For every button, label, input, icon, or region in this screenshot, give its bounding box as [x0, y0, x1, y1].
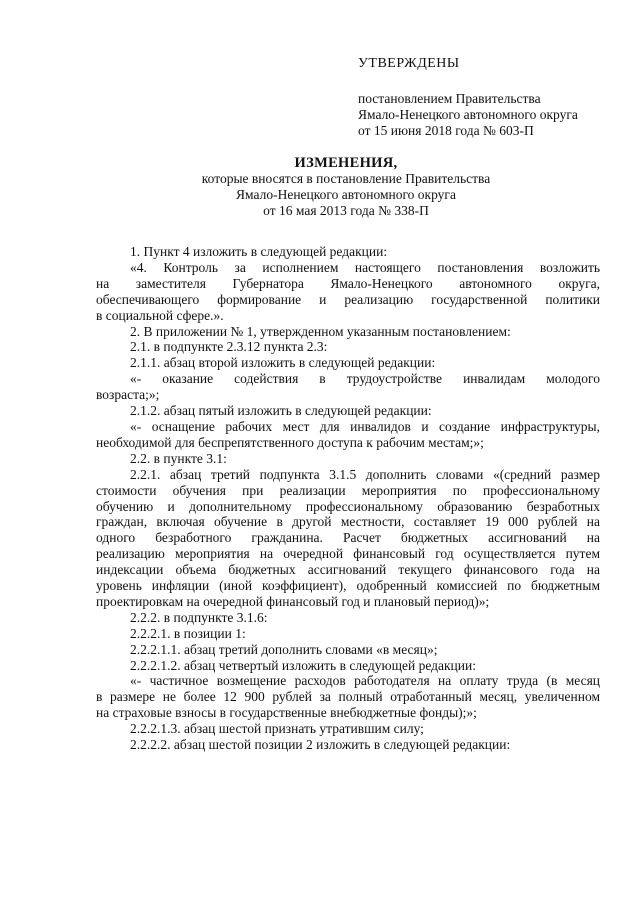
approval-line: от 15 июня 2018 года № 603-П: [358, 123, 534, 138]
paragraph: 2.1.2. абзац пятый изложить в следующей редакции:: [130, 403, 432, 419]
approval-title: УТВЕРЖДЕНЫ: [358, 56, 460, 71]
paragraph-line: «- оказание содействия в трудоустройстве инвалидам молодого: [130, 371, 600, 387]
paragraph-line: реализацию мероприятия на очередной финансовый год осуществляется путем: [96, 546, 600, 562]
paragraph-line: в размере не более 12 900 рублей за полный отработанный месяц, увеличенном: [96, 689, 600, 705]
paragraph: 2.2. в пункте 3.1:: [130, 450, 227, 466]
document-heading: ИЗМЕНЕНИЯ,: [294, 155, 398, 171]
paragraph-line: необходимой для беспрепятственного доступа к рабочим местам;»;: [96, 434, 484, 450]
paragraph: 2.2.2.2. абзац шестой позиции 2 изложить в следующей редакции:: [130, 737, 511, 753]
document-title: [96, 155, 596, 219]
document-body: [96, 244, 600, 753]
paragraph: 2.1. в подпункте 2.3.12 пункта 2.3:: [130, 339, 328, 355]
paragraph-line: «4. Контроль за исполнением настоящего постановления возложить: [130, 259, 600, 275]
paragraph-line: в социальной сфере.».: [96, 307, 224, 323]
paragraph-line: проектировкам на очередной финансовый год и плановый период)»;: [96, 593, 490, 609]
paragraph-line: уровень инфляции (иной коэффициент), одобренный комиссией по бюджетным: [96, 578, 600, 594]
paragraph-line: на страховые взносы в государственные внебюджетные фонды);»;: [96, 705, 477, 721]
paragraph: 2.2.2.1.2. абзац четвертый изложить в следующей редакции:: [130, 657, 476, 673]
approval-stamp: [358, 56, 608, 139]
title-line: которые вносятся в постановление Правительства: [201, 171, 491, 186]
approval-line: Ямало-Ненецкого автономного округа: [358, 107, 578, 122]
paragraph-line: возраста;»;: [96, 387, 160, 403]
paragraph-line: обучению и дополнительному профессиональному образованию безработных: [96, 498, 600, 514]
paragraph-line: «- частичное возмещение расходов работодателя на оплату труда (в месяц: [130, 673, 600, 689]
paragraph-line: «- оснащение рабочих мест для инвалидов и создание инфраструктуры,: [130, 418, 600, 434]
paragraph-line: одного безработного гражданина. Расчет бюджетных ассигнований на: [96, 530, 600, 546]
paragraph: 2.1.1. абзац второй изложить в следующей редакции:: [130, 355, 436, 371]
paragraph: 2.2.2.1.3. абзац шестой признать утратившим силу;: [130, 721, 424, 737]
paragraph-line: обеспечивающего формирование и реализацию государственной политики: [96, 291, 600, 307]
paragraph: 1. Пункт 4 изложить в следующей редакции:: [130, 244, 388, 259]
paragraph-line: 2.2.1. абзац третий подпункта 3.1.5 дополнить словами «(средний размер: [130, 466, 600, 482]
title-line: Ямало-Ненецкого автономного округа: [236, 187, 456, 202]
paragraph: 2.2.2. в подпункте 3.1.6:: [130, 609, 268, 625]
paragraph-line: стоимости обучения при реализации мероприятия по профессиональному: [96, 482, 600, 498]
title-line: от 16 мая 2013 года № 338-П: [263, 203, 429, 218]
paragraph-line: граждан, включая обучение в другой местности, составляет 19 000 рублей на: [96, 514, 600, 530]
paragraph-line: на заместителя Губернатора Ямало-Ненецкого автономного округа,: [96, 275, 600, 291]
paragraph-line: индексации объема бюджетных ассигнований текущего финансового года на: [96, 562, 600, 578]
paragraph: 2. В приложении № 1, утвержденном указанным постановлением:: [130, 323, 511, 339]
paragraph: 2.2.2.1. в позиции 1:: [130, 625, 246, 641]
approval-line: постановлением Правительства: [358, 91, 541, 106]
paragraph: 2.2.2.1.1. абзац третий дополнить словами «в месяц»;: [130, 641, 438, 657]
